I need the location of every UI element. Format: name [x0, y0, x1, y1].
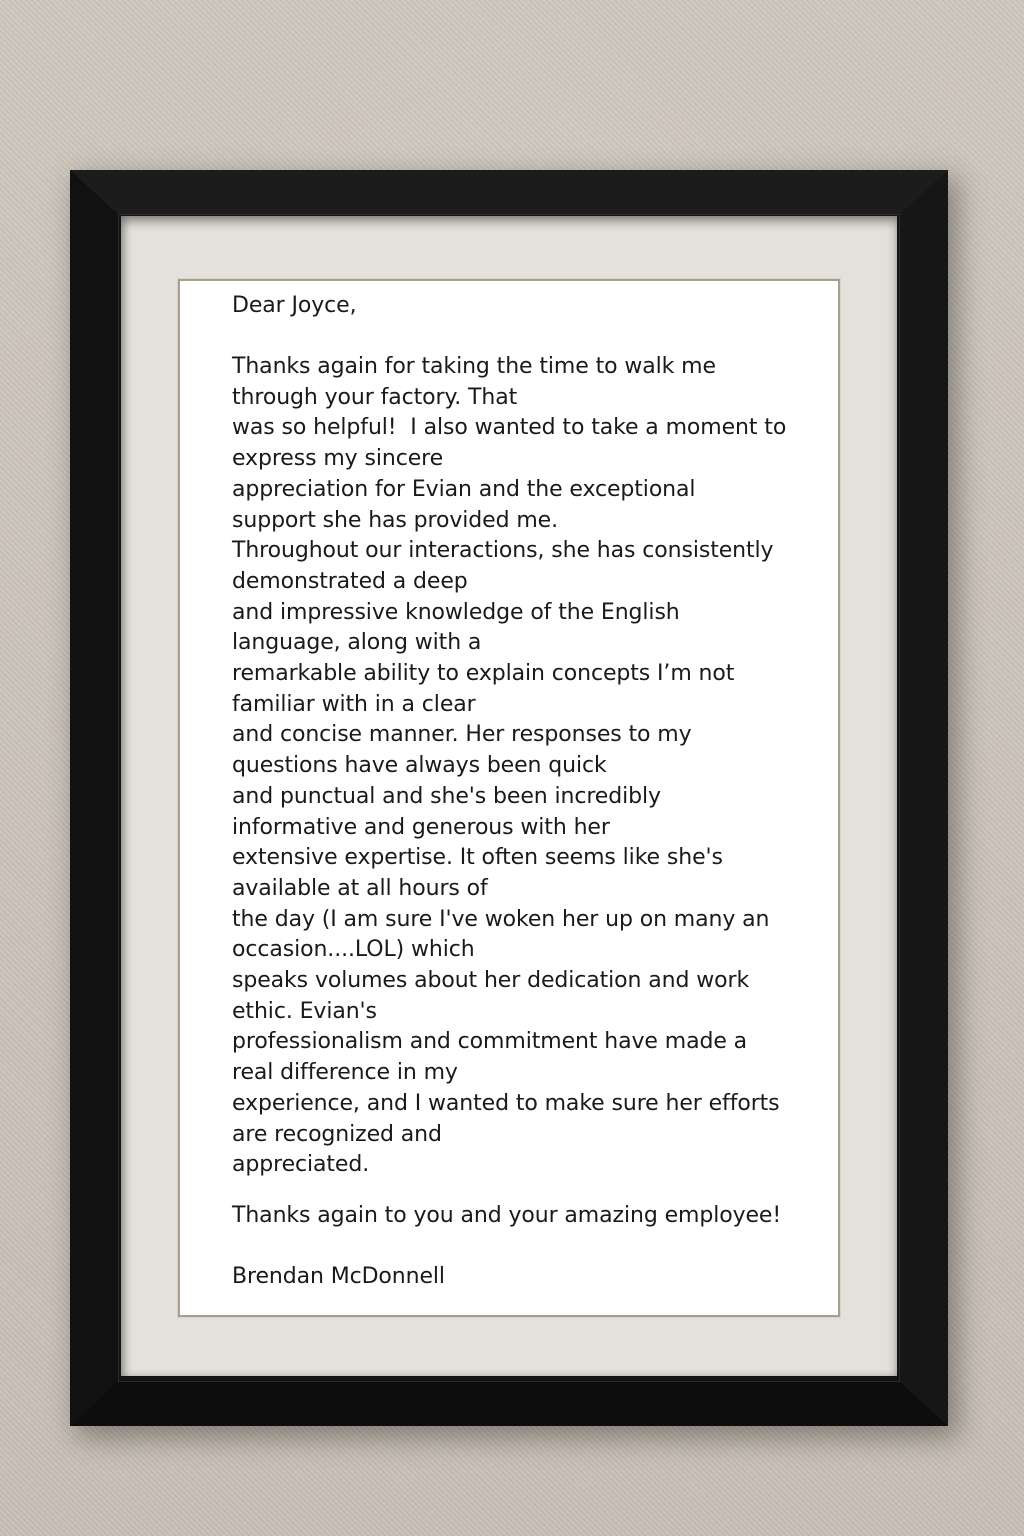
- letter-body-line: available at all hours of: [232, 875, 488, 901]
- letter-body-line: demonstrated a deep: [232, 568, 468, 594]
- letter-body-line: through your factory. That: [232, 384, 518, 410]
- letter-greeting: Dear Joyce,: [232, 293, 357, 318]
- letter-body-line: Thanks again for taking the time to walk me: [232, 354, 716, 379]
- letter-body-line: are recognized and: [232, 1121, 442, 1147]
- letter-body-line: remarkable ability to explain concepts I’m not: [232, 661, 735, 687]
- letter-body-line: the day (I am sure I've woken her up on many an: [232, 906, 770, 932]
- letter-body-line: Throughout our interactions, she has consistently: [232, 538, 774, 564]
- letter-body-line: informative and generous with her: [232, 814, 610, 840]
- letter-body-line: and punctual and she's been incredibly: [232, 783, 661, 809]
- letter-body-line: speaks volumes about her dedication and work: [232, 968, 750, 994]
- letter-body-line: ethic. Evian's: [232, 998, 377, 1024]
- letter-body-line: familiar with in a clear: [232, 691, 476, 717]
- letter-signature: Brendan McDonnell: [232, 1264, 445, 1289]
- letter-body-line: appreciation for Evian and the exceptional: [232, 476, 696, 502]
- letter-body-line: and concise manner. Her responses to my: [232, 722, 692, 748]
- letter-body-line: and impressive knowledge of the English: [232, 599, 680, 625]
- letter-body-line: was so helpful! I also wanted to take a moment to: [232, 415, 787, 441]
- letter-body-line: support she has provided me.: [232, 507, 559, 533]
- letter-body-line: professionalism and commitment have made a: [232, 1029, 748, 1055]
- letter-body-line: real difference in my: [232, 1060, 458, 1086]
- letter-body: [232, 352, 786, 1181]
- letter-body-line: questions have always been quick: [232, 753, 607, 779]
- letter-body-line: express my sincere: [232, 446, 444, 472]
- letter-closing: Thanks again to you and your amazing employee!: [232, 1203, 782, 1228]
- letter-body-line: appreciated.: [232, 1152, 370, 1178]
- letter-body-line: occasion....LOL) which: [232, 937, 475, 963]
- letter-body-line: experience, and I wanted to make sure her efforts: [232, 1090, 780, 1116]
- letter-body-line: extensive expertise. It often seems like she's: [232, 845, 723, 871]
- letter-body-line: language, along with a: [232, 630, 482, 656]
